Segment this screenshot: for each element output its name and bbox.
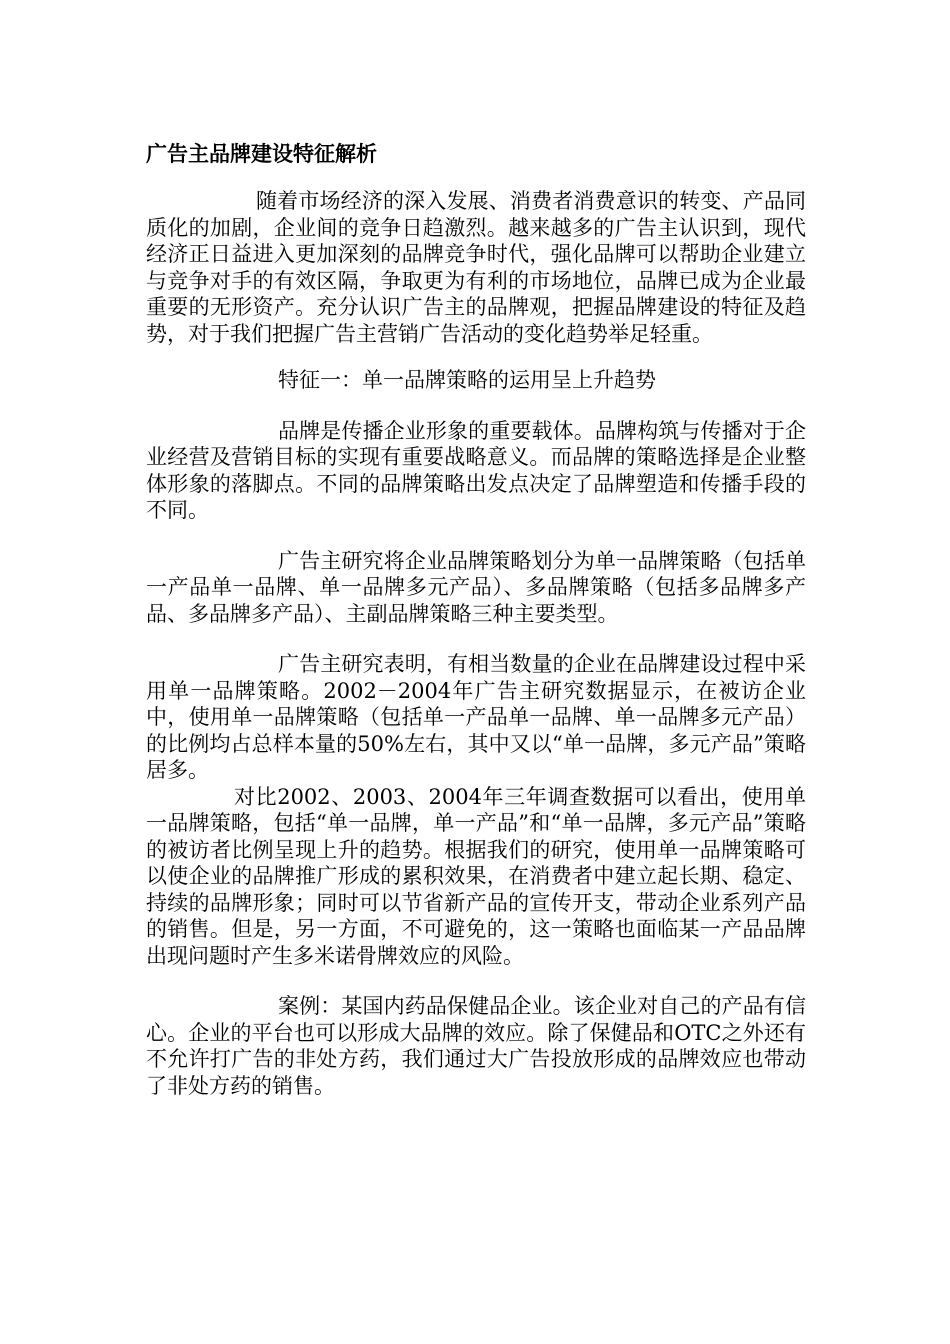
- section-heading-feature-one: 特征一：单一品牌策略的运用呈上升趋势: [278, 368, 656, 392]
- paragraph-brand-carrier: 品牌是传播企业形象的重要载体。品牌构筑与传播对于企业经营及营销目标的实现有重要战略意义。而品牌的策略选择是企业整体形象的落脚点。不同的品牌策略出发点决定了品牌塑造和传播手段的不同。: [146, 418, 806, 522]
- paragraph-intro: 随着市场经济的深入发展、消费者消费意识的转变、产品同质化的加剧，企业间的竞争日趋激烈。越来越多的广告主认识到，现代经济正日益进入更加深刻的品牌竞争时代，强化品牌可以帮助企业建立与竞争对手的有效区隔，争取更为有利的市场地位，品牌已成为企业最重要的无形资产。充分认识广告主的品牌观，把握品牌建设的特征及趋势，对于我们把握广告主营销广告活动的变化趋势举足轻重。: [146, 189, 806, 346]
- paragraph-research-findings: 广告主研究表明，有相当数量的企业在品牌建设过程中采用单一品牌策略。2002－2004年广告主研究数据显示，在被访企业中，使用单一品牌策略（包括单一产品单一品牌、单一品牌多元产品）的比例均占总样本量的50%左右，其中又以“单一品牌，多元产品”策略居多。: [146, 652, 806, 782]
- paragraph-strategy-types: 广告主研究将企业品牌策略划分为单一品牌策略（包括单一产品单一品牌、单一品牌多元产品）、多品牌策略（包括多品牌多产品、多品牌多产品）、主副品牌策略三种主要类型。: [146, 548, 806, 626]
- paragraph-case-study: 案例：某国内药品保健品企业。该企业对自己的产品有信心。企业的平台也可以形成大品牌的效应。除了保健品和OTC之外还有不允许打广告的非处方药，我们通过大广告投放形成的品牌效应也带动了非处方药的销售。: [146, 994, 806, 1098]
- document-page: [146, 140, 806, 1099]
- paragraph-trend-comparison: 对比2002、2003、2004年三年调查数据可以看出，使用单一品牌策略，包括“单一品牌，单一产品”和“单一品牌，多元产品”策略的被访者比例呈现上升的趋势。根据我们的研究，使用单一品牌策略可以使企业的品牌推广形成的累积效果，在消费者中建立起长期、稳定、持续的品牌形象；同时可以节省新产品的宣传开支，带动企业系列产品的销售。但是，另一方面，不可避免的，这一策略也面临某一产品品牌出现问题时产生多米诺骨牌效应的风险。: [146, 784, 806, 968]
- document-title: 广告主品牌建设特征解析: [146, 142, 377, 166]
